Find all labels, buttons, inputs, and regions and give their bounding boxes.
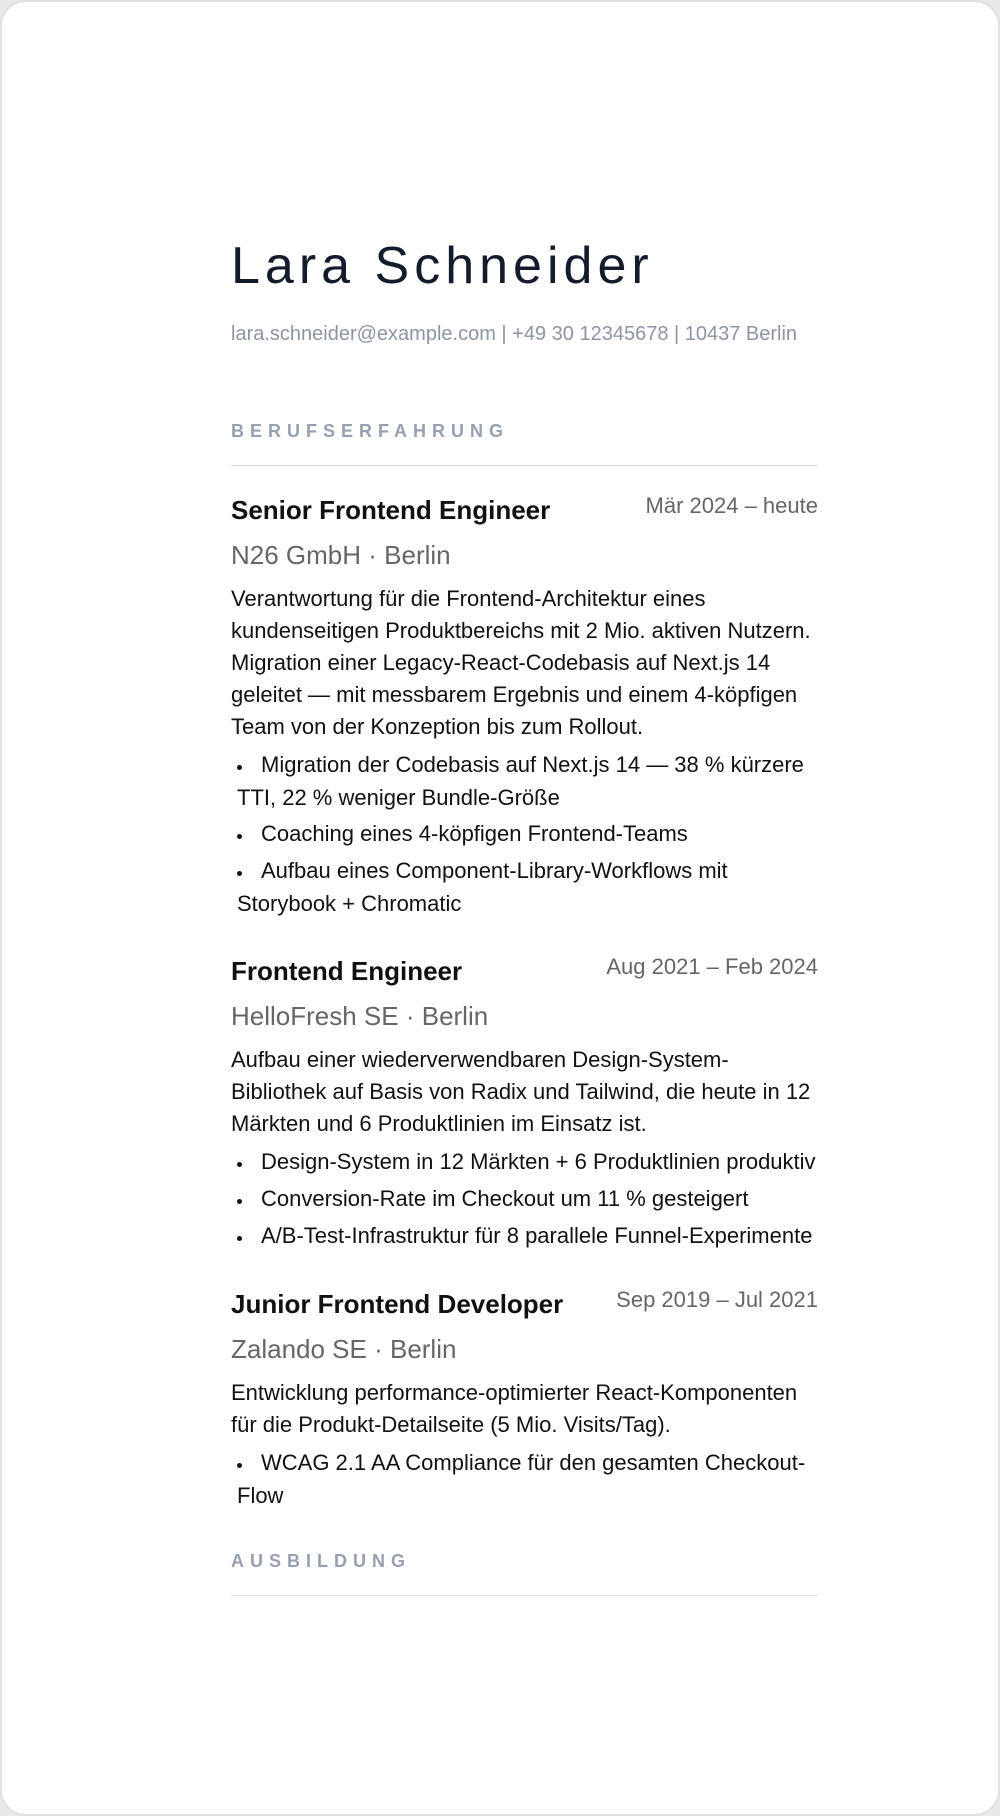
job-bullet: • WCAG 2.1 AA Compliance für den gesamten Checkout-Flow xyxy=(231,1447,818,1512)
job-bullet-list xyxy=(231,1447,818,1512)
job-entry xyxy=(231,954,818,1253)
job-dates: Aug 2021 – Feb 2024 xyxy=(606,954,818,979)
job-bullet: • Conversion-Rate im Checkout um 11 % gesteigert xyxy=(231,1183,818,1216)
section-title-education: AUSBILDUNG xyxy=(231,1551,411,1571)
job-company: HelloFresh SE · Berlin xyxy=(231,1001,489,1031)
contact-line: lara.schneider@example.com | +49 30 12345678 | 10437 Berlin xyxy=(231,323,798,345)
job-header xyxy=(231,954,818,988)
resume-content xyxy=(231,230,818,1596)
job-title: Senior Frontend Engineer xyxy=(231,495,551,525)
job-summary: Aufbau einer wiederverwendbaren Design-System-Bibliothek auf Basis von Radix und Tailwind, die heute in 12 Märkten und 6 Produktlinien im Einsatz ist. xyxy=(231,1047,811,1136)
job-bullet-list xyxy=(231,1146,818,1253)
job-dates: Sep 2019 – Jul 2021 xyxy=(616,1287,818,1312)
job-bullet: • Aufbau eines Component-Library-Workflows mit Storybook + Chromatic xyxy=(231,855,818,920)
job-title: Junior Frontend Developer xyxy=(231,1289,564,1319)
job-bullet: • A/B-Test-Infrastruktur für 8 parallele Funnel-Experimente xyxy=(231,1220,818,1253)
job-entry xyxy=(231,1287,818,1512)
job-summary: Verantwortung für die Frontend-Architektur eines kundenseitigen Produktbereichs mit 2 Mio. aktiven Nutzern. Migration einer Legacy-React-Codebasis auf Next.js 14 geleitet — mit messbarem Ergebnis und einem 4-köpfigen Team von der Konzeption bis zum Rollout. xyxy=(231,586,811,739)
job-company: N26 GmbH · Berlin xyxy=(231,540,451,570)
job-bullet: • Migration der Codebasis auf Next.js 14 — 38 % kürzere TTI, 22 % weniger Bundle-Größe xyxy=(231,749,818,814)
job-bullet: • Coaching eines 4-köpfigen Frontend-Teams xyxy=(231,818,818,851)
section-divider xyxy=(231,1595,818,1596)
job-summary: Entwicklung performance-optimierter React-Komponenten für die Produkt-Detailseite (5 Mio. Visits/Tag). xyxy=(231,1380,798,1437)
job-dates: Mär 2024 – heute xyxy=(645,493,818,518)
job-title: Frontend Engineer xyxy=(231,956,463,986)
job-header xyxy=(231,493,818,527)
section-title-experience: BERUFSERFAHRUNG xyxy=(231,421,510,441)
job-bullet-list xyxy=(231,749,818,920)
candidate-name: Lara Schneider xyxy=(231,237,654,295)
job-entry xyxy=(231,493,818,920)
job-header xyxy=(231,1287,818,1321)
section-divider xyxy=(231,465,818,466)
job-bullet: • Design-System in 12 Märkten + 6 Produktlinien produktiv xyxy=(231,1146,818,1179)
job-company: Zalando SE · Berlin xyxy=(231,1334,457,1364)
